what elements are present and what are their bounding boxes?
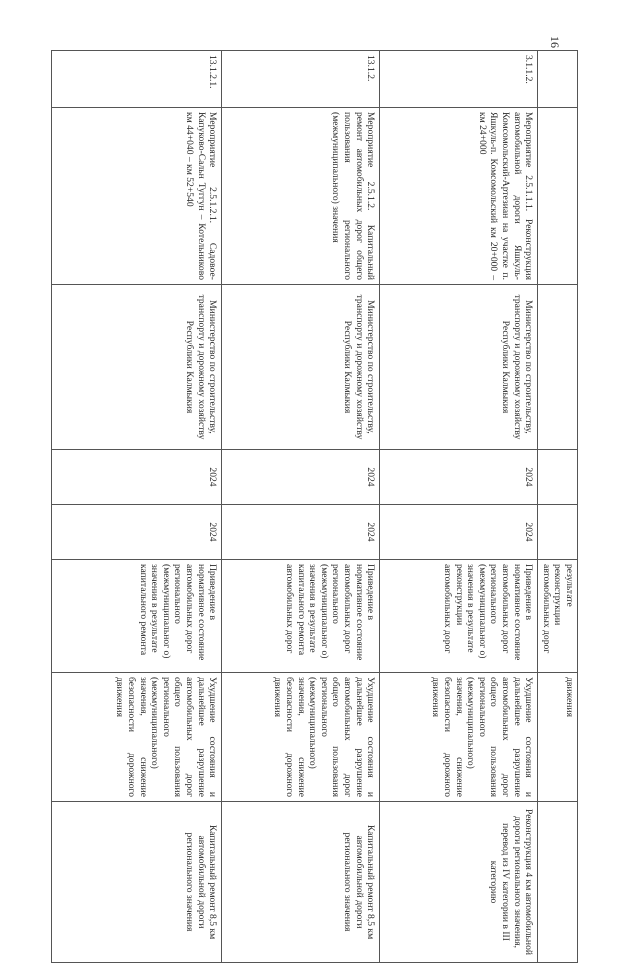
cell-expected-result: Приведение в нормативное состояние автомобильных дорог регионального (межмуниципальног о) значения в результате капитального ремонта <box>52 560 222 673</box>
cell-end-year: 2024 <box>52 505 222 560</box>
cell-end-year <box>538 505 578 560</box>
cell-end-year: 2024 <box>380 505 538 560</box>
cell-indicator <box>538 802 578 963</box>
cell-expected-result: результате реконструкции автомобильных дорог <box>538 560 578 673</box>
cell-executor: Министерство по строительству, транспорту и дорожному хозяйству Республики Калмыкия <box>222 285 380 450</box>
page-number: 16 <box>548 36 562 48</box>
cell-expected-result: Приведение в нормативное состояние автомобильных дорог регионального (межмуниципальног о) значения в результате капитального ремонта автомобильных дорог <box>222 560 380 673</box>
table-row <box>52 51 222 963</box>
table-row <box>222 51 380 963</box>
cell-start-year: 2024 <box>222 450 380 505</box>
cell-indicator: Капитальный ремонт 8,5 км автомобильной дороги регионального значения <box>222 802 380 963</box>
cell-number <box>538 51 578 108</box>
cell-end-year: 2024 <box>222 505 380 560</box>
rotated-table-wrapper <box>68 50 578 955</box>
cell-consequence: Ухудшение состояния и дальнейшее разрушение автомобильных дорог общего пользования регионального (межмуниципального) значения, снижение безопасности дорожного движения <box>380 673 538 802</box>
cell-consequence: движения <box>538 673 578 802</box>
cell-consequence: Ухудшение состояния и дальнейшее разрушение автомобильных дорог общего пользования регионального (межмуниципального) значения, снижение безопасности дорожного движения <box>222 673 380 802</box>
measures-table <box>51 50 578 963</box>
table-row <box>380 51 538 963</box>
cell-number: 3.1.1.2. <box>380 51 538 108</box>
cell-measure-name: Мероприятие 2.5.1.1.1. Реконструкция автомобильной дороги Яшкуль-Комсомольский-Артезиан на участке п. Яшкуль-п. Комсомольский км 20+000 – км 24+000 <box>380 108 538 285</box>
cell-start-year: 2024 <box>380 450 538 505</box>
cell-consequence: Ухудшение состояния и дальнейшее разрушение автомобильных дорог общего пользования регионального (межмуниципального) значения, снижение безопасности дорожного движения <box>52 673 222 802</box>
cell-measure-name: Мероприятие 2.5.1.2.1. Садовое-Капуково-Сальн Туггун – Котельниково км 44+040 – км 52+540 <box>52 108 222 285</box>
cell-indicator: Реконструкция 4 км автомобильной дороги регионального значения, перевод из IV категории в III категорию <box>380 802 538 963</box>
cell-executor: Министерство по строительству, транспорту и дорожному хозяйству Республики Калмыкия <box>52 285 222 450</box>
cell-executor: Министерство по строительству, транспорту и дорожному хозяйству Республики Калмыкия <box>380 285 538 450</box>
cell-indicator: Капитальный ремонт 8,5 км автомобильной дороги регионального значения <box>52 802 222 963</box>
table-row <box>538 51 578 963</box>
cell-expected-result: Приведение в нормативное состояние автомобильных дорог регионального (межмуниципальног о) значения в результате реконструкции автомобильных дорог <box>380 560 538 673</box>
cell-start-year <box>538 450 578 505</box>
cell-number: 13.1.2.1. <box>52 51 222 108</box>
cell-number: 13.1.2. <box>222 51 380 108</box>
cell-start-year: 2024 <box>52 450 222 505</box>
cell-measure-name: Мероприятие 2.5.1.2. Капитальный ремонт автомобильных дорог общего пользования регионального (межмуниципального) значения <box>222 108 380 285</box>
cell-executor <box>538 285 578 450</box>
cell-measure-name <box>538 108 578 285</box>
